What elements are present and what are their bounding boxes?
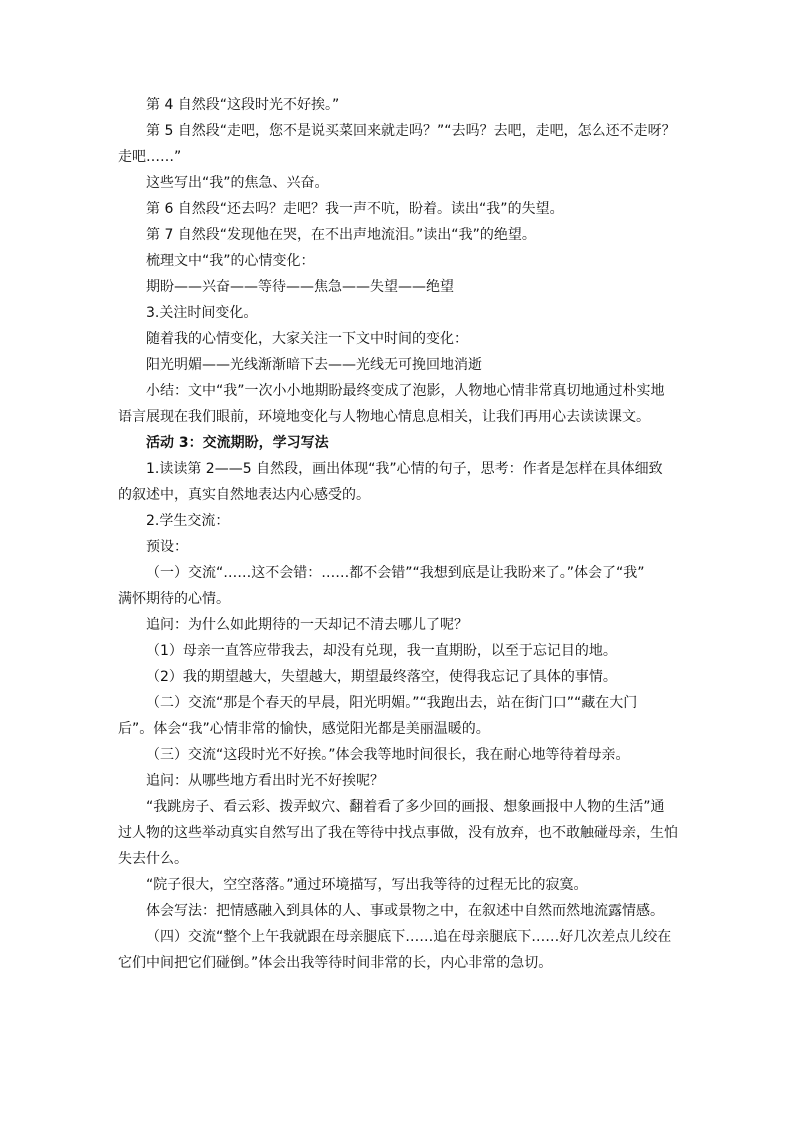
text-line: 第 4 自然段“这段时光不好挨。” [146, 97, 340, 113]
text-line: 1.读读第 2——5 自然段，画出体现“我”心情的句子，思考：作者是怎样在具体细致 [146, 461, 663, 477]
document-body [118, 92, 678, 976]
text-line: （四）交流“整个上午我就跟在母亲腿底下……追在母亲腿底下……好几次差点儿绞在 [146, 929, 672, 945]
text-line: 预设： [146, 539, 188, 555]
text-line: 第 5 自然段“走吧，您不是说买菜回来就走吗？”“去吗？去吧，走吧，怎么还不走呀？ [146, 123, 676, 139]
text-line: 追问：为什么如此期待的一天却记不清去哪儿了呢？ [146, 617, 468, 633]
text-line: 失去什么。 [118, 851, 188, 867]
text-line: 它们中间把它们碰倒。”体会出我等待时间非常的长，内心非常的急切。 [118, 955, 553, 971]
text-line: 过人物的这些举动真实自然写出了我在等待中找点事做，没有放弃，也不敢触碰母亲，生怕 [118, 825, 678, 841]
text-line: 追问：从哪些地方看出时光不好挨呢？ [146, 773, 384, 789]
text-line: 3.关注时间变化。 [146, 305, 258, 321]
text-line: 后”。体会“我”心情非常的愉快，感觉阳光都是美丽温暖的。 [118, 721, 490, 737]
text-line: 第 6 自然段“还去吗？走吧？我一声不吭，盼着。读出“我”的失望。 [146, 201, 564, 217]
text-line: （1）母亲一直答应带我去，却没有兑现，我一直期盼，以至于忘记目的地。 [146, 643, 617, 659]
text-line: 的叙述中，真实自然地表达内心感受的。 [118, 487, 370, 503]
text-line: “院子很大，空空落落。”通过环境描写，写出我等待的过程无比的寂寞。 [146, 877, 588, 893]
text-line: 这些写出“我”的焦急、兴奋。 [146, 175, 329, 191]
text-line: 满怀期待的心情。 [118, 591, 230, 607]
text-line: 2.学生交流： [146, 513, 230, 529]
text-line: 小结：文中“我”一次小小地期盼最终变成了泡影，人物地心情非常真切地通过朴实地 [146, 383, 665, 399]
text-line: （一）交流“……这不会错：……都不会错”“我想到底是让我盼来了。”体会了“我” [146, 565, 645, 581]
text-line: 走吧……” [118, 149, 182, 165]
text-line: （二）交流“那是个春天的早晨，阳光明媚。”“我跑出去，站在街门口”“藏在大门 [146, 695, 638, 711]
text-line: 随着我的心情变化，大家关注一下文中时间的变化： [146, 331, 468, 347]
text-line: 语言展现在我们眼前，环境地变化与人物地心情息息相关，让我们再用心去读读课文。 [118, 409, 650, 425]
text-line: 梳理文中“我”的心情变化： [146, 253, 315, 269]
text-line: 第 7 自然段“发现他在哭，在不出声地流泪。”读出“我”的绝望。 [146, 227, 536, 243]
text-line: 体会写法：把情感融入到具体的人、事或景物之中，在叙述中自然而然地流露情感。 [146, 903, 664, 919]
section-heading: 活动 3：交流期盼，学习写法 [146, 435, 329, 451]
text-line: “我跳房子、看云彩、拨弄蚁穴、翻着看了多少回的画报、想象画报中人物的生活”通 [146, 799, 665, 815]
text-line: （三）交流“这段时光不好挨。”体会我等地时间很长，我在耐心地等待着母亲。 [146, 747, 630, 763]
text-line: 阳光明媚——光线渐渐暗下去——光线无可挽回地消逝 [146, 357, 482, 373]
text-line: （2）我的期望越大，失望越大，期望最终落空，使得我忘记了具体的事情。 [146, 669, 617, 685]
text-line: 期盼——兴奋——等待——焦急——失望——绝望 [146, 279, 454, 295]
